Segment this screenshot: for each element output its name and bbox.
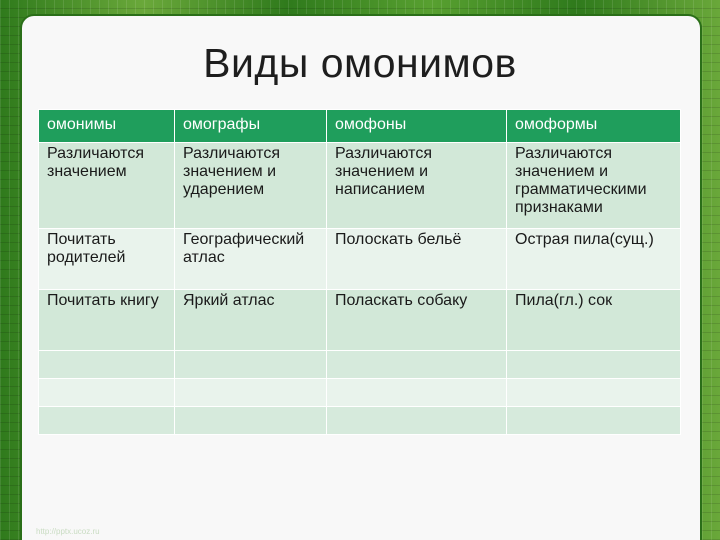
empty-cell (175, 351, 327, 379)
empty-table-row (39, 351, 681, 379)
empty-cell (39, 407, 175, 435)
empty-table-row (39, 407, 681, 435)
empty-cell (507, 351, 681, 379)
watermark-text: http://pptx.ucoz.ru (36, 527, 100, 536)
empty-cell (39, 351, 175, 379)
table-cell: Яркий атлас (175, 290, 327, 351)
empty-table-row (39, 379, 681, 407)
table-cell: Почитать родителей (39, 229, 175, 290)
header-cell-homophones: омофоны (327, 110, 507, 143)
table-cell: Пила(гл.) сок (507, 290, 681, 351)
table-cell: Различаются значением и ударением (175, 143, 327, 229)
table-cell: Поласкать собаку (327, 290, 507, 351)
table-header-row (39, 110, 681, 143)
header-cell-homonyms: омонимы (39, 110, 175, 143)
table-row (39, 229, 681, 290)
header-cell-homographs: омографы (175, 110, 327, 143)
page-title: Виды омонимов (203, 40, 517, 86)
empty-cell (39, 379, 175, 407)
empty-cell (175, 407, 327, 435)
table-cell: Географический атлас (175, 229, 327, 290)
empty-cell (327, 407, 507, 435)
table-cell: Почитать книгу (39, 290, 175, 351)
empty-cell (507, 407, 681, 435)
table-row (39, 143, 681, 229)
header-cell-homoforms: омоформы (507, 110, 681, 143)
homonyms-table (38, 109, 681, 435)
empty-cell (327, 379, 507, 407)
table-cell: Различаются значением и написанием (327, 143, 507, 229)
table-cell: Полоскать бельё (327, 229, 507, 290)
table-cell: Острая пила(сущ.) (507, 229, 681, 290)
table-cell: Различаются значением и грамматическими признаками (507, 143, 681, 229)
table-cell: Различаются значением (39, 143, 175, 229)
table-row (39, 290, 681, 351)
empty-cell (507, 379, 681, 407)
empty-cell (327, 351, 507, 379)
empty-cell (175, 379, 327, 407)
